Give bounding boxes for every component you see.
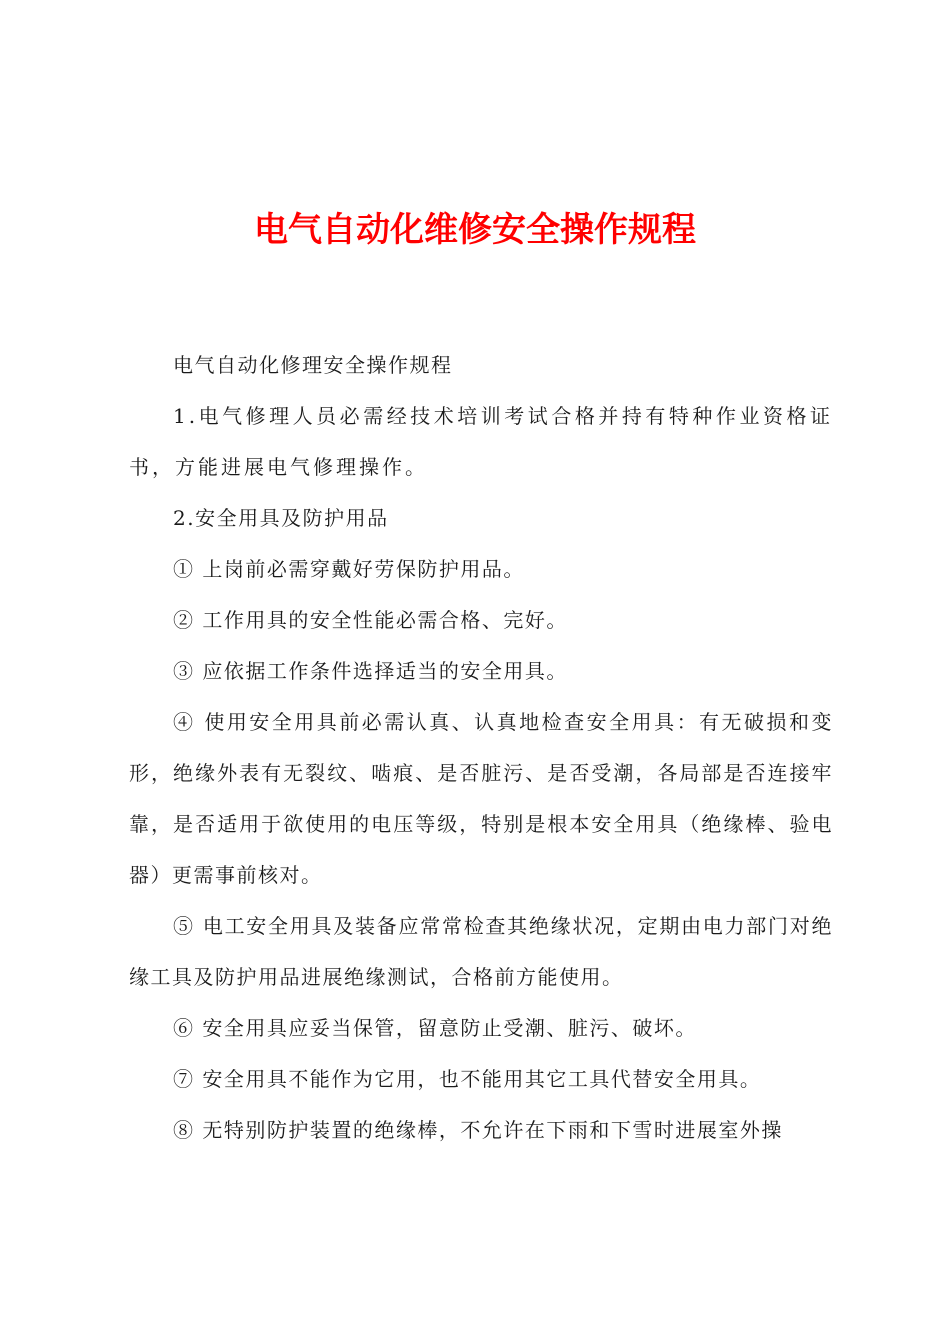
- paragraph-item-2: 2.安全用具及防护用品: [173, 506, 389, 530]
- paragraph-item-1: 1.电气修理人员必需经技术培训考试合格并持有特种作业资格证书，方能进展电气修理操作。: [129, 404, 833, 479]
- paragraph-sub-item-1: ① 上岗前必需穿戴好劳保防护用品。: [173, 557, 525, 581]
- paragraph-sub-item-2: ② 工作用具的安全性能必需合格、完好。: [173, 608, 568, 632]
- paragraph-sub-item-7: ⑦ 安全用具不能作为它用，也不能用其它工具代替安全用具。: [173, 1067, 762, 1091]
- paragraph-sub-item-6: ⑥ 安全用具应妥当保管，留意防止受潮、脏污、破坏。: [173, 1016, 697, 1040]
- paragraph-sub-item-4: ④ 使用安全用具前必需认真、认真地检查安全用具：有无破损和变形，绝缘外表有无裂纹、啮痕、是否脏污、是否受潮，各局部是否连接牢靠，是否适用于欲使用的电压等级，特别是根本安全用具（绝缘棒、验电器）更需事前核对。: [129, 710, 833, 887]
- paragraph-subtitle: 电气自动化修理安全操作规程: [173, 353, 453, 377]
- paragraph-sub-item-8: ⑧ 无特别防护装置的绝缘棒，不允许在下雨和下雪时进展室外操: [173, 1118, 783, 1142]
- document-body: [129, 340, 833, 1156]
- paragraph-sub-item-3: ③ 应依据工作条件选择适当的安全用具。: [173, 659, 568, 683]
- document-title: 电气自动化维修安全操作规程: [254, 210, 696, 250]
- paragraph-sub-item-5: ⑤ 电工安全用具及装备应常常检查其绝缘状况，定期由电力部门对绝缘工具及防护用品进展绝缘测试，合格前方能使用。: [129, 914, 833, 989]
